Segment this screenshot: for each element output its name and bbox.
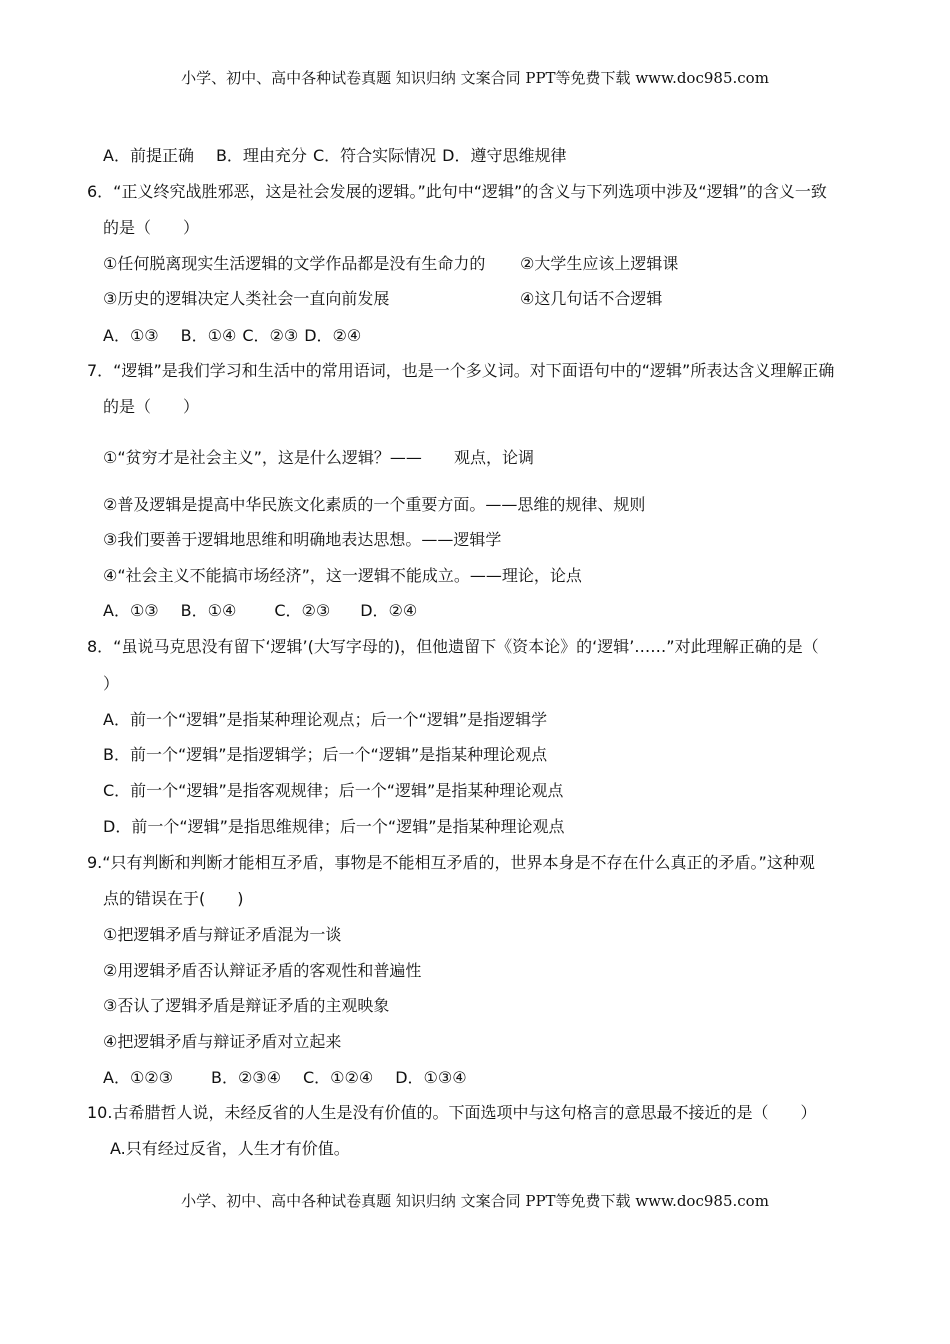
q7-stem-line1: 7．“逻辑”是我们学习和生活中的常用语词，也是一个多义词。对下面语句中的“逻辑”所表达含义理解正确: [87, 361, 835, 380]
q10-stem-line1: 10.古希腊哲人说，未经反省的人生是没有价值的。下面选项中与这句格言的意思最不接近的是（ ）: [87, 1103, 817, 1122]
q8-option-a: A．前一个“逻辑”是指某种理论观点；后一个“逻辑”是指逻辑学: [103, 710, 548, 729]
q5-option-a: A．前提正确: [103, 146, 194, 165]
q7-option-b: B．①④: [180, 601, 237, 620]
q7-option-c: C．②③: [274, 601, 331, 620]
q9-stem-line2: 点的错误在于( ): [103, 889, 244, 908]
q9-option-b: B．②③④: [210, 1068, 281, 1087]
q7-options: [103, 601, 417, 621]
q7-item-4: ④“社会主义不能搞市场经济”，这一逻辑不能成立。——理论，论点: [103, 566, 582, 585]
q8-option-b: B．前一个“逻辑”是指逻辑学；后一个“逻辑”是指某种理论观点: [103, 745, 548, 764]
q8-option-d: D．前一个“逻辑”是指思维规律；后一个“逻辑”是指某种理论观点: [103, 817, 565, 836]
q9-item-1: ①把逻辑矛盾与辩证矛盾混为一谈: [103, 925, 342, 944]
q9-option-c: C．①②④: [303, 1068, 374, 1087]
q7-item-2: ②普及逻辑是提高中华民族文化素质的一个重要方面。——思维的规律、规则: [103, 495, 646, 514]
q6-option-d: D．②④: [304, 326, 362, 345]
q7-option-d: D．②④: [360, 601, 418, 620]
q6-stem-line1: 6．“正义终究战胜邪恶，这是社会发展的逻辑。”此句中“逻辑”的含义与下列选项中涉及“逻辑”的含义一致: [87, 182, 827, 201]
q6-item-4: ④这几句话不合逻辑: [520, 289, 663, 308]
q8-option-c: C．前一个“逻辑”是指客观规律；后一个“逻辑”是指某种理论观点: [103, 781, 564, 800]
q9-option-d: D．①③④: [395, 1068, 467, 1087]
q5-options: [103, 146, 566, 166]
q7-item-1: [103, 448, 534, 468]
q6-option-c: C．②③: [242, 326, 299, 345]
q6-item-1: ①任何脱离现实生活逻辑的文学作品都是没有生命力的: [103, 254, 486, 273]
page-footer: 小学、初中、高中各种试卷真题 知识归纳 文案合同 PPT等免费下载 www.doc985.com: [181, 1192, 769, 1210]
q5-option-d: D．遵守思维规律: [442, 146, 567, 165]
q10-option-a: A.只有经过反省，人生才有价值。: [110, 1139, 350, 1158]
q6-stem-line2: 的是（ ）: [103, 218, 200, 237]
q6-option-a: A．①③: [103, 326, 159, 345]
q9-item-4: ④把逻辑矛盾与辩证矛盾对立起来: [103, 1032, 342, 1051]
q5-option-b: B．理由充分: [215, 146, 307, 165]
q7-item-1-text: ①“贫穷才是社会主义”，这是什么逻辑？——: [103, 448, 422, 467]
q6-item-3: ③历史的逻辑决定人类社会一直向前发展: [103, 289, 390, 308]
q9-item-2: ②用逻辑矛盾否认辩证矛盾的客观性和普遍性: [103, 961, 422, 980]
q9-stem-line1: 9.“只有判断和判断才能相互矛盾，事物是不能相互矛盾的，世界本身是不存在什么真正的矛盾。”这种观: [87, 853, 815, 872]
q5-option-c: C．符合实际情况: [312, 146, 437, 165]
q9-options: [103, 1068, 467, 1088]
q8-stem-line1: 8．“虽说马克思没有留下‘逻辑’(大写字母的)，但他遗留下《资本论》的‘逻辑’……”对此理解正确的是（: [87, 637, 819, 656]
q7-option-a: A．①③: [103, 601, 159, 620]
q7-item-3: ③我们要善于逻辑地思维和明确地表达思想。——逻辑学: [103, 530, 502, 549]
q9-item-3: ③否认了逻辑矛盾是辩证矛盾的主观映象: [103, 996, 390, 1015]
q6-options: [103, 326, 361, 346]
q9-option-a: A．①②③: [103, 1068, 173, 1087]
q7-stem-line2: 的是（ ）: [103, 397, 200, 416]
q7-item-1-meaning: 观点，论调: [453, 448, 534, 467]
q8-stem-line2: ）: [103, 674, 120, 693]
page-header: 小学、初中、高中各种试卷真题 知识归纳 文案合同 PPT等免费下载 www.doc985.com: [181, 69, 769, 87]
q6-option-b: B．①④: [180, 326, 237, 345]
q6-item-2: ②大学生应该上逻辑课: [520, 254, 679, 273]
